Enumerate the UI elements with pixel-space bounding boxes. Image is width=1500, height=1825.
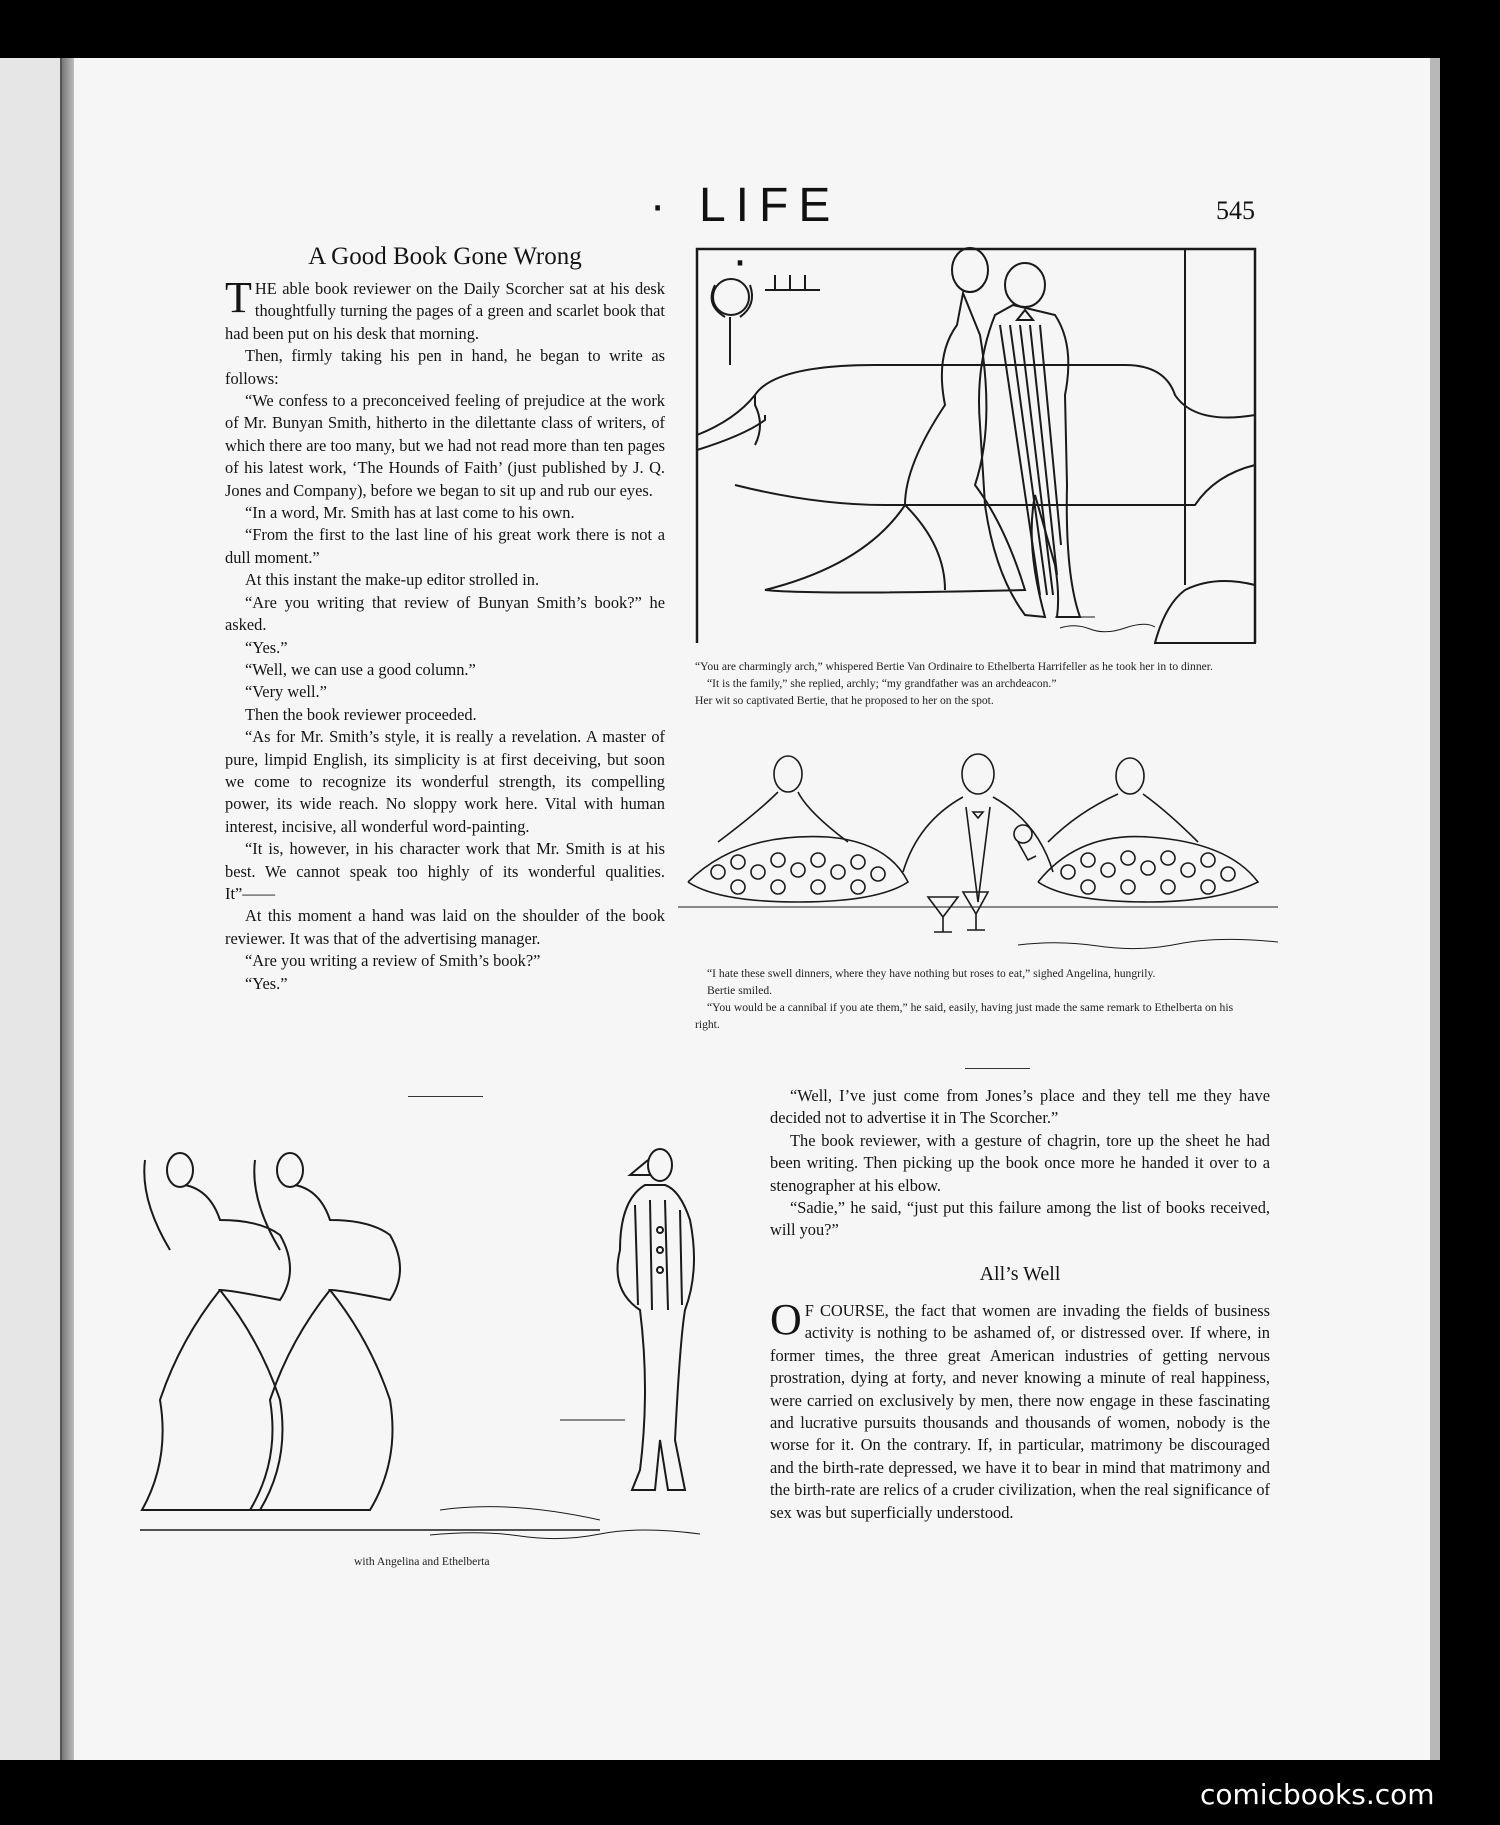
article-paragraph: “Are you writing a review of Smith’s book?”: [245, 951, 541, 971]
article-right-column: [770, 1085, 1270, 1242]
article-paragraph: Then, firmly taking his pen in hand, he began to write as follows:: [225, 346, 665, 388]
caption-couple: [695, 658, 1215, 709]
section-divider: [408, 1096, 483, 1097]
article-paragraph: “Are you writing that review of Bunyan Smith’s book?” he asked.: [225, 592, 665, 635]
article-paragraph: “As for Mr. Smith’s style, it is really a revelation. A master of pure, limpid English, its simplicity is at first deceiving, but soon we come to recognize its wonderful strength, its compelling power, its wide reach. No sloppy work here. Vital with human interest, incisive, all wonderful word-painting.: [225, 727, 665, 836]
page-number: 545: [1216, 196, 1255, 225]
article-paragraph: At this instant the make-up editor strolled in.: [245, 570, 540, 590]
drop-cap: O: [770, 1295, 802, 1344]
caption-ladies: with Angelina and Ethelberta: [354, 1555, 490, 1568]
article-paragraph: At this moment a hand was laid on the shoulder of the book reviewer. It was that of the advertising manager.: [225, 906, 665, 948]
caption-line: Her wit so captivated Bertie, that he proposed to her on the spot.: [695, 694, 994, 707]
article-paragraph: “Well, I’ve just come from Jones’s place and they tell me they have decided not to advertise it in The Scorcher.”: [770, 1086, 1270, 1128]
article-paragraph: “Well, we can use a good column.”: [245, 659, 476, 679]
article-paragraph: “Yes.”: [245, 973, 288, 993]
masthead: · LIFE ·: [649, 179, 841, 287]
article-paragraph: “Very well.”: [245, 682, 327, 702]
article-paragraph: “Yes.”: [245, 637, 288, 657]
article-paragraph: “It is, however, in his character work that Mr. Smith is at his best. We cannot speak too highly of its wonderful qualities. It”——: [225, 839, 665, 903]
article-paragraph: THE able book reviewer on the Daily Scorcher sat at his desk thoughtfully turning the pages of a green and scarlet book that had been put on his desk that morning.: [225, 273, 665, 343]
caption-line: “It is the family,” she replied, archly; “my grandfather was an archdeacon.”: [707, 677, 1057, 690]
left-page-edge: [0, 58, 62, 1760]
illustration-couple-walking: [695, 245, 1270, 645]
article-paragraph: The book reviewer, with a gesture of chagrin, tore up the sheet he had been writing. Then picking up the book once more he handed it over to a stenographer at his elbow.: [770, 1130, 1270, 1195]
caption-line: “You would be a cannibal if you ate them,” he said, easily, having just made the same remark to Ethelberta on his right.: [695, 1001, 1234, 1031]
caption-line: “I hate these swell dinners, where they have nothing but roses to eat,” sighed Angelina, hungrily.: [707, 967, 1156, 980]
section-divider: [965, 1068, 1030, 1069]
article-paragraph: Then the book reviewer proceeded.: [245, 704, 477, 724]
caption-line: Bertie smiled.: [707, 984, 773, 997]
right-page-edge: [1430, 58, 1440, 1760]
article-paragraph: O F COURSE, the fact that women are invading the fields of business activity is nothing to be ashamed of, or distressed over. If where, in former times, the three great American industries of getting nervous prostration, dying at forty, and never knowing a minute of real happiness, were carried on exclusively by men, there now engage in these fascinating and lucrative pursuits thousands and thousands of women, nobody is the worse for it. On the contrary. If, in particular, matrimony be discouraged and the birth-rate depressed, we have it to bear in mind that matrimony and the birth-rate are relics of a cruder civilization, when the real significance of sex was but superficially understood.: [770, 1295, 1270, 1522]
article-paragraph: “Sadie,” he said, “just put this failure among the list of books received, will you?”: [770, 1198, 1270, 1240]
book-gutter: [62, 58, 74, 1760]
article-paragraph: “In a word, Mr. Smith has at last come to his own.: [245, 503, 575, 523]
drop-cap: T: [225, 273, 252, 322]
caption-roses: [695, 965, 1235, 1033]
article-paragraph: “We confess to a preconceived feeling of prejudice at the work of Mr. Bunyan Smith, hitherto in the dilettante class of writers, of which there are too many, but we had not read more than ten pages of his latest work, ‘The Hounds of Faith’ (just published by J. Q. Jones and Company), before we began to sit up and rub our eyes.: [225, 391, 665, 500]
second-article-title: All’s Well: [979, 1263, 1061, 1285]
watermark: comicbooks.com: [1200, 1778, 1435, 1811]
illustration-rose-dinner: [678, 752, 1278, 957]
caption-line: “You are charmingly arch,” whispered Bertie Van Ordinaire to Ethelberta Harrifeller as he took her in to dinner.: [695, 660, 1213, 673]
article-title: A Good Book Gone Wrong: [308, 243, 582, 270]
illustration-ladies-and-butler: [140, 1140, 740, 1550]
article-left-column: [225, 273, 665, 995]
second-article-body: [770, 1295, 1270, 1524]
article-paragraph: “From the first to the last line of his great work there is not a dull moment.”: [225, 525, 665, 567]
